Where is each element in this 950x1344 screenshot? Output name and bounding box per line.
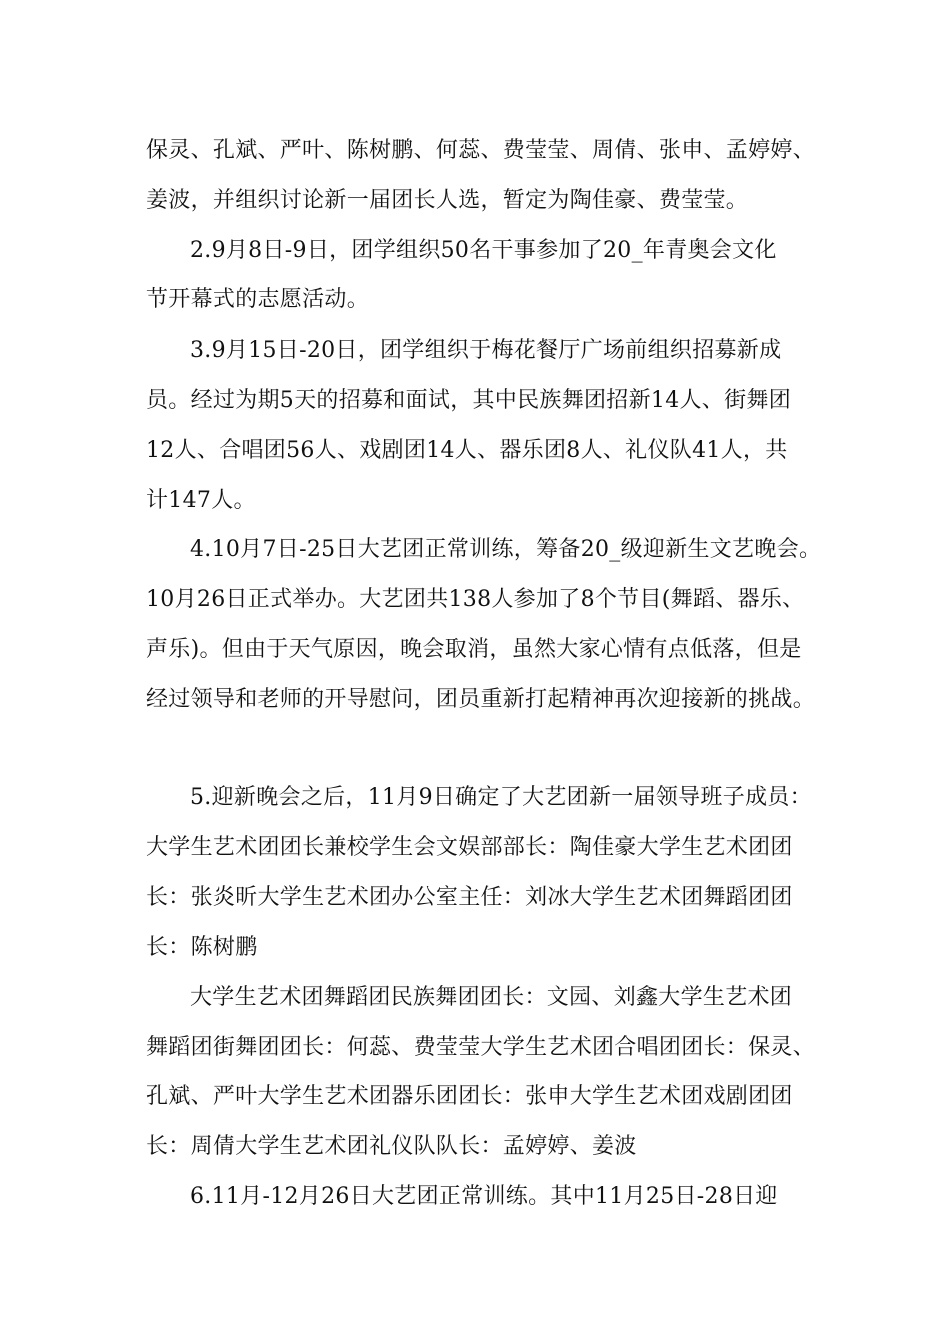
text-line: 长：陈树鹏	[146, 935, 258, 960]
text-line: 经过领导和老师的开导慰问，团员重新打起精神再次迎接新的挑战。	[146, 687, 816, 712]
text-line: 2.9月8日-9日，团学组织50名干事参加了20_年青奥会文化	[190, 238, 777, 263]
text-line: 舞蹈团街舞团团长：何蕊、费莹莹大学生艺术团合唱团团长：保灵、	[146, 1035, 816, 1060]
text-line: 孔斌、严叶大学生艺术团器乐团团长：张申大学生艺术团戏剧团团	[146, 1084, 793, 1109]
text-line: 大学生艺术团团长兼校学生会文娱部部长：陶佳豪大学生艺术团团	[146, 835, 793, 860]
text-line: 6.11月-12月26日大艺团正常训练。其中11月25日-28日迎	[190, 1184, 778, 1209]
text-line: 声乐)。但由于天气原因，晚会取消，虽然大家心情有点低落，但是	[146, 637, 802, 662]
text-line: 长：张炎昕大学生艺术团办公室主任：刘冰大学生艺术团舞蹈团团	[146, 885, 793, 910]
text-line: 5.迎新晚会之后，11月9日确定了大艺团新一届领导班子成员：	[190, 785, 812, 810]
text-line: 员。经过为期5天的招募和面试，其中民族舞团招新14人、街舞团	[146, 388, 791, 413]
text-line: 保灵、孔斌、严叶、陈树鹏、何蕊、费莹莹、周倩、张申、孟婷婷、	[146, 138, 816, 163]
text-line: 计147人。	[146, 488, 256, 513]
text-line: 3.9月15日-20日，团学组织于梅花餐厅广场前组织招募新成	[190, 338, 782, 363]
text-line: 节开幕式的志愿活动。	[146, 287, 370, 312]
text-line: 姜波，并组织讨论新一届团长人选，暂定为陶佳豪、费莹莹。	[146, 188, 749, 213]
text-line: 长：周倩大学生艺术团礼仪队队长：孟婷婷、姜波	[146, 1134, 637, 1159]
text-line: 10月26日正式举办。大艺团共138人参加了8个节目(舞蹈、器乐、	[146, 587, 805, 612]
text-line: 大学生艺术团舞蹈团民族舞团团长：文园、刘鑫大学生艺术团	[190, 985, 793, 1010]
text-line: 12人、合唱团56人、戏剧团14人、器乐团8人、礼仪队41人，共	[146, 438, 788, 463]
text-line: 4.10月7日-25日大艺团正常训练，筹备20_级迎新生文艺晚会。	[190, 537, 822, 562]
